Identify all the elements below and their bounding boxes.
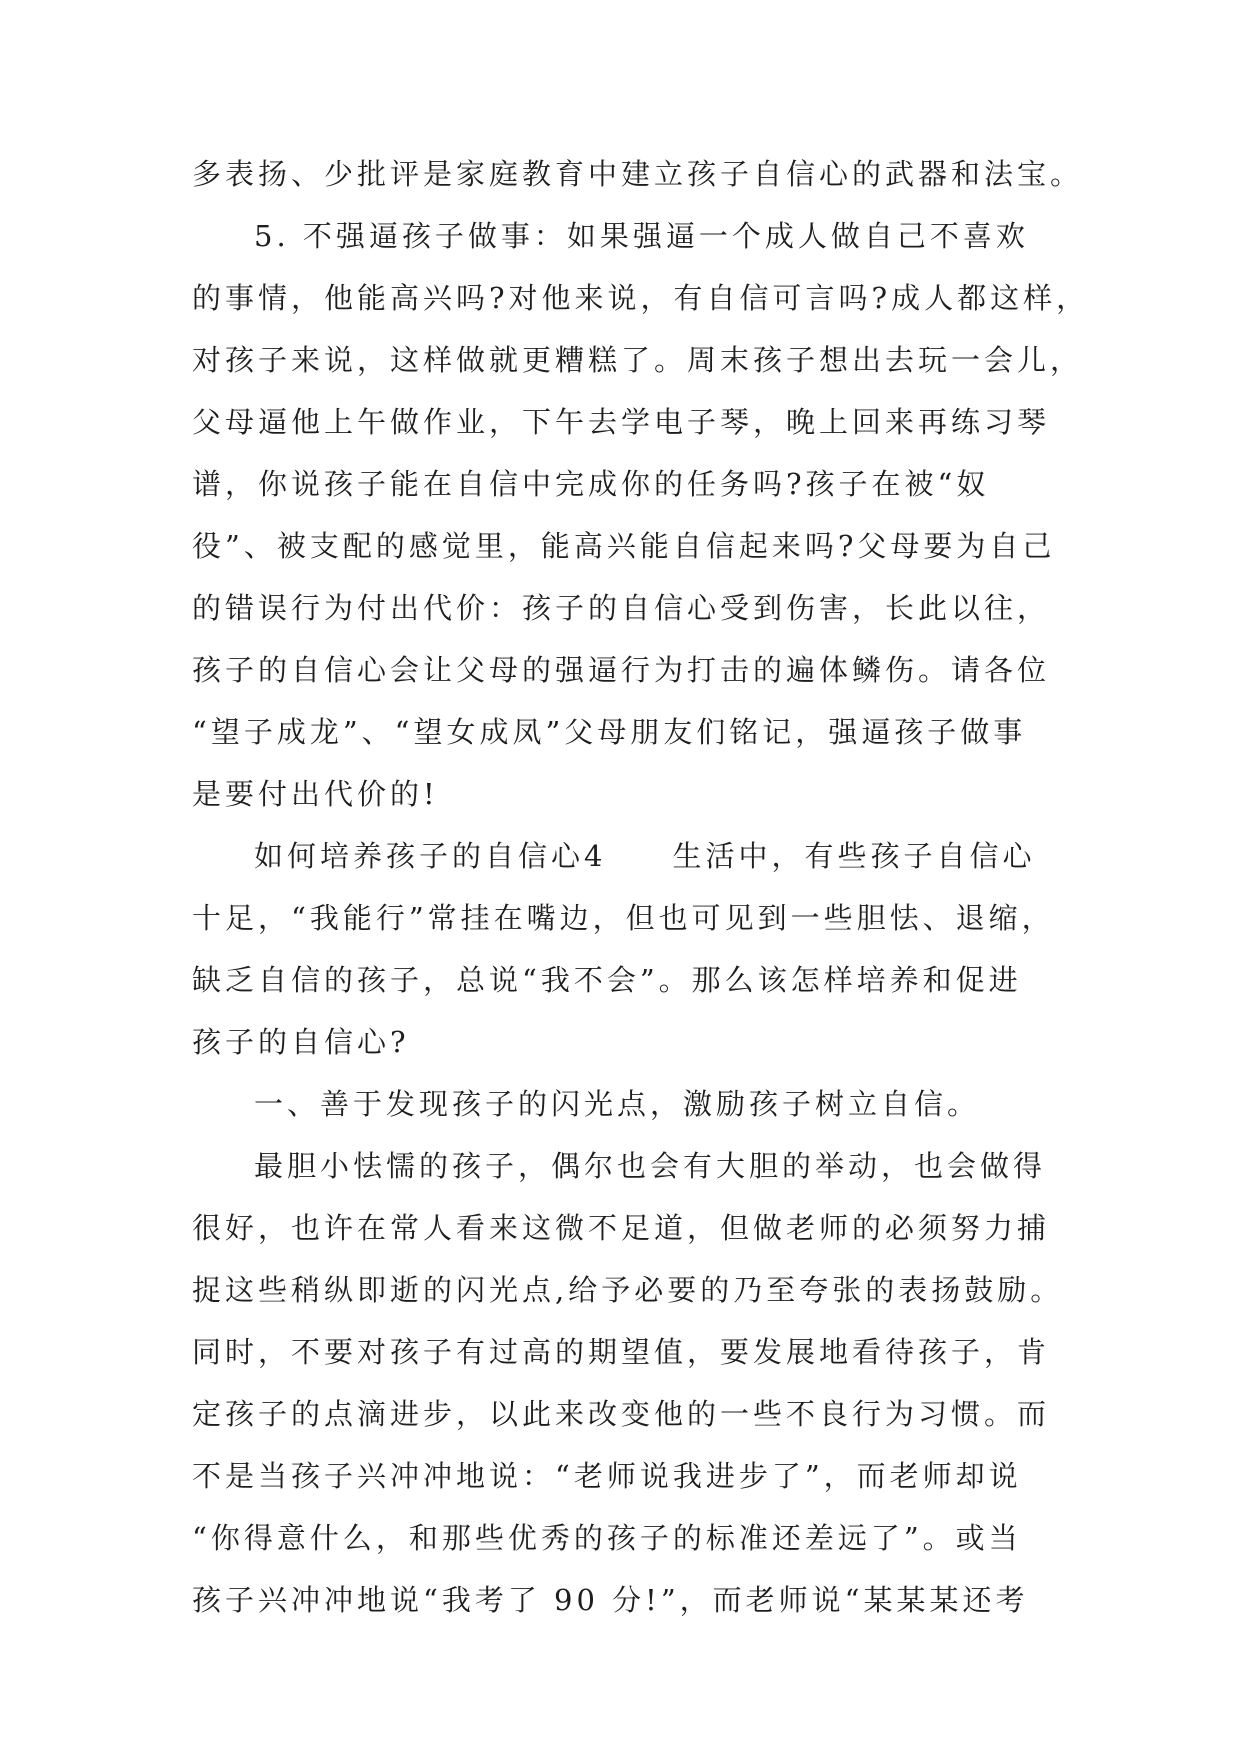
text-line: 是要付出代价的! — [192, 777, 439, 811]
text-line: 捉这些稍纵即逝的闪光点,给予必要的乃至夸张的表扬鼓励。 — [192, 1273, 1064, 1307]
text-line: “你得意什么，和那些优秀的孩子的标准还差远了”。或当 — [192, 1521, 1022, 1555]
text-line: “望子成龙”、“望女成凤”父母朋友们铭记，强逼孩子做事 — [192, 715, 1027, 749]
section-heading: 一、善于发现孩子的闪光点，激励孩子树立自信。 — [254, 1087, 981, 1121]
text-line: 缺乏自信的孩子，总说“我不会”。那么该怎样培养和促进 — [192, 963, 1022, 997]
text-line: 役”、被支配的感觉里，能高兴能自信起来吗?父母要为自己 — [192, 529, 1056, 563]
text-line: 对孩子来说，这样做就更糟糕了。周末孩子想出去玩一会儿， — [192, 343, 1084, 377]
text-line: 孩子的自信心? — [192, 1025, 410, 1059]
text-line: 同时，不要对孩子有过高的期望值，要发展地看待孩子，肯 — [192, 1335, 1051, 1369]
text-line: 孩子兴冲冲地说“我考了 90 分!”，而老师说“某某某还考 — [192, 1583, 1029, 1617]
text-line: 定孩子的点滴进步，以此来改变他的一些不良行为习惯。而 — [192, 1397, 1051, 1431]
text-line: 5. 不强逼孩子做事：如果强逼一个成人做自己不喜欢 — [254, 219, 1029, 253]
text-line: 多表扬、少批评是家庭教育中建立孩子自信心的武器和法宝。 — [192, 157, 1084, 191]
text-line: 父母逼他上午做作业，下午去学电子琴，晚上回来再练习琴 — [192, 405, 1051, 439]
text-line: 最胆小怯懦的孩子，偶尔也会有大胆的举动，也会做得 — [254, 1149, 1047, 1183]
text-line: 十足，“我能行”常挂在嘴边，但也可见到一些胆怯、退缩， — [192, 901, 1055, 935]
text-line: 谱，你说孩子能在自信中完成你的任务吗?孩子在被“奴 — [192, 467, 990, 501]
text-line: 孩子的自信心会让父母的强逼行为打击的遍体鳞伤。请各位 — [192, 653, 1051, 687]
text-line: 的错误行为付出代价：孩子的自信心受到伤害，长此以往， — [192, 591, 1051, 625]
text-line: 很好，也许在常人看来这微不足道，但做老师的必须努力捕 — [192, 1211, 1051, 1245]
text-line: 如何培养孩子的自信心4 生活中，有些孩子自信心 — [254, 839, 1036, 873]
text-line: 的事情，他能高兴吗?对他来说，有自信可言吗?成人都这样， — [192, 281, 1090, 315]
text-line: 不是当孩子兴冲冲地说：“老师说我进步了”，而老师却说 — [192, 1459, 1022, 1493]
